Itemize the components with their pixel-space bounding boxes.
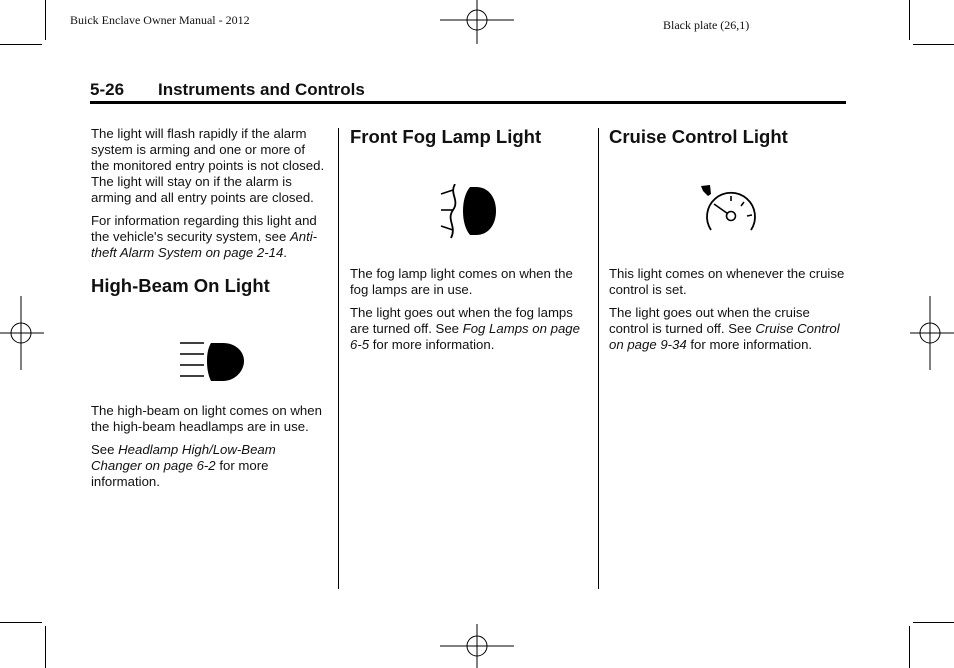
plate-label: Black plate (26,1) — [663, 18, 750, 32]
fog-lamp-icon — [438, 184, 498, 240]
column-divider-1 — [338, 128, 339, 589]
section-title: Instruments and Controls — [158, 80, 365, 99]
section-number: 5-26 — [90, 80, 125, 99]
paragraph: The high-beam on light comes on when the high-beam headlamps are in use. — [91, 403, 322, 434]
paragraph: The fog lamp light comes on when the fog lamps are in use. — [350, 266, 573, 297]
text: for more information. — [686, 337, 813, 352]
paragraph — [609, 305, 845, 353]
text: See — [91, 442, 119, 457]
paragraph: This light comes on whenever the cruise control is set. — [609, 266, 845, 297]
cross-reference-link[interactable]: Fog Lamps on page 6-5 — [350, 321, 580, 352]
cross-reference-link[interactable]: Anti-theft Alarm System on page 2-14 — [91, 229, 318, 260]
high-beam-icon-box — [91, 297, 327, 403]
column-1 — [91, 126, 327, 497]
column-2 — [350, 126, 586, 360]
text: . — [283, 245, 287, 260]
paragraph — [91, 213, 327, 261]
manual-title: Buick Enclave Owner Manual - 2012 — [70, 13, 250, 27]
text: for more information. — [369, 337, 495, 352]
text: for more information. — [91, 458, 269, 489]
cruise-control-icon-box — [609, 148, 845, 266]
registration-mark-top — [440, 0, 514, 46]
section-heading: Front Fog Lamp Light — [350, 126, 542, 147]
section-header — [90, 80, 365, 100]
cross-reference-link[interactable]: Headlamp High/Low-Beam Changer on page 6-2 — [91, 442, 276, 473]
column-divider-2 — [598, 128, 599, 589]
text: For information regarding this light and the vehicle's security system, see — [91, 213, 317, 244]
cross-reference-link[interactable]: Cruise Control on page 9-34 — [609, 321, 840, 352]
paragraph — [350, 305, 586, 353]
text: The light goes out when the cruise control is turned off. See — [609, 305, 810, 336]
registration-mark-left — [0, 296, 46, 370]
section-heading: Cruise Control Light — [609, 126, 788, 147]
paragraph — [91, 442, 327, 490]
column-3 — [609, 126, 845, 360]
cruise-control-icon — [699, 184, 759, 236]
fog-lamp-icon-box — [350, 148, 586, 266]
registration-mark-bottom — [440, 624, 514, 668]
registration-mark-right — [908, 296, 954, 370]
section-heading: High-Beam On Light — [91, 275, 270, 296]
header-rule — [90, 101, 846, 104]
high-beam-icon — [179, 341, 245, 383]
paragraph: The light will flash rapidly if the alarm system is arming and one or more of the monitored entry points is not closed. The light will stay on if the alarm is arming and all entry points are closed. — [91, 126, 325, 205]
text: The light goes out when the fog lamps are turned off. See — [350, 305, 573, 336]
